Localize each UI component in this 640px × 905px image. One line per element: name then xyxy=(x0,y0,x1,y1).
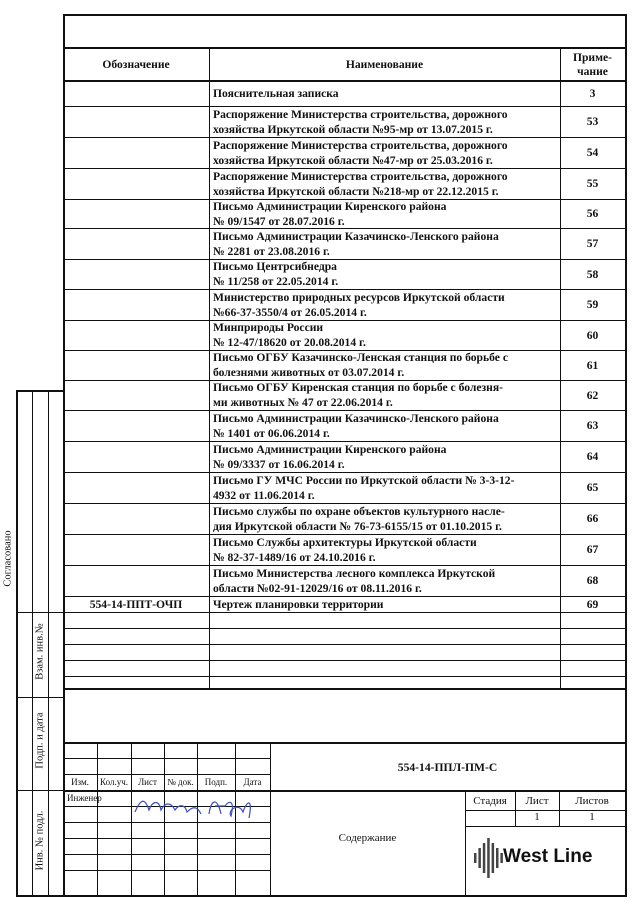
row-name: Министерство природных ресурсов Иркутской области xyxy=(213,290,505,304)
row-line xyxy=(63,320,625,321)
sheets-value: 1 xyxy=(589,811,595,823)
row-page: 59 xyxy=(586,298,599,311)
row-name: Распоряжение Министерства строительства, дорожного xyxy=(213,107,508,121)
row-name: болезнями животных от 03.07.2014 г. xyxy=(213,366,405,379)
strip-divider-2 xyxy=(48,390,49,895)
signature-date-label: Подп. и дата xyxy=(34,712,46,769)
sheets-label: Листов xyxy=(575,795,609,807)
stamp-column-label: Дата xyxy=(243,777,262,787)
row-name: № 2281 от 23.08.2016 г. xyxy=(213,244,330,258)
stamp-row-line xyxy=(63,758,270,759)
header-bottom-line xyxy=(63,80,625,82)
strip-top xyxy=(16,390,64,392)
row-page: 65 xyxy=(586,481,599,494)
stamp-row-line xyxy=(63,854,270,855)
engineer-role: Инженер xyxy=(67,793,102,803)
sheet-label: Лист xyxy=(525,795,549,807)
row-name: Пояснительная записка xyxy=(213,86,339,100)
row-page: 66 xyxy=(586,512,599,525)
row-name: ми животных № 47 от 22.06.2014 г. xyxy=(213,396,393,409)
row-name: дия Иркутской области № 76-73-6155/15 от 01.10.2015 г. xyxy=(213,519,502,533)
inventory-original-label: Инв. № подл. xyxy=(34,810,46,871)
stamp-row-line xyxy=(63,838,270,839)
row-name: № 1401 от 06.06.2014 г. xyxy=(213,426,330,440)
row-name: хозяйства Иркутской области №47-мр от 25.03.2016 г. xyxy=(213,153,493,167)
column-header-note-1: Приме- xyxy=(572,51,613,64)
stamp-column-label: Кол.уч. xyxy=(100,777,128,787)
row-page: 64 xyxy=(586,450,599,463)
column-header-designation: Обозначение xyxy=(102,58,170,71)
row-name: Письмо Центрсибнедра xyxy=(213,260,337,273)
row-page: 3 xyxy=(589,86,596,100)
row-page: 55 xyxy=(586,177,599,190)
row-name: Распоряжение Министерства строительства, дорожного xyxy=(213,138,508,152)
stamp-column-label: Подп. xyxy=(204,777,228,787)
frame-left xyxy=(63,14,65,897)
row-name: 4932 от 11.06.2014 г. xyxy=(213,488,315,502)
row-name: Письмо Министерства лесного комплекса Иркутской xyxy=(213,566,496,580)
strip-outer-left xyxy=(16,390,18,895)
row-page: 58 xyxy=(586,267,599,281)
table-bottom-line xyxy=(63,688,625,690)
row-line xyxy=(63,259,625,260)
agreed-label: Согласовано xyxy=(2,530,14,587)
empty-row-line xyxy=(63,660,625,661)
row-name: Чертеж планировки территории xyxy=(213,597,384,611)
column-divider-1 xyxy=(209,47,210,688)
row-name: №66-37-3550/4 от 26.05.2014 г. xyxy=(213,305,367,319)
row-page: 63 xyxy=(586,419,599,432)
row-name: Письмо Администрации Киренского района xyxy=(213,442,447,456)
engineer-signature xyxy=(131,792,271,827)
row-name: области №02-91-12029/16 от 08.11.2016 г. xyxy=(213,581,422,595)
row-page: 60 xyxy=(586,328,599,342)
row-page: 56 xyxy=(586,207,599,220)
row-line xyxy=(63,612,625,613)
header-top-line xyxy=(63,47,625,49)
row-name: Распоряжение Министерства строительства, дорожного xyxy=(213,169,508,183)
column-header-note-2: чание xyxy=(577,65,608,78)
row-name: Минприроды России xyxy=(213,321,324,334)
row-name: № 09/3337 от 16.06.2014 г. xyxy=(213,457,345,471)
row-page: 69 xyxy=(586,597,599,611)
strip-divider-1 xyxy=(32,390,33,895)
row-page: 53 xyxy=(586,115,599,128)
row-page: 57 xyxy=(586,237,599,250)
row-designation: 554-14-ППТ-ОЧП xyxy=(89,597,183,611)
empty-row-line xyxy=(63,676,625,677)
stamp-top xyxy=(63,742,625,744)
stamp-column-line xyxy=(97,742,98,895)
frame-right xyxy=(625,14,627,897)
frame-bottom xyxy=(63,895,625,897)
stamp-row-line xyxy=(63,870,270,871)
row-name: Письмо Администрации Казачинско-Ленского района xyxy=(213,229,499,243)
row-name: Письмо службы по охране объектов культурного насле- xyxy=(213,504,505,518)
sheet-value: 1 xyxy=(534,811,540,823)
row-name: № 82-37-1489/16 от 24.10.2016 г. xyxy=(213,550,376,564)
frame-top xyxy=(63,14,625,16)
empty-row-line xyxy=(63,628,625,629)
row-name: Письмо ГУ МЧС России по Иркутской области № 3-3-12- xyxy=(213,473,515,487)
inventory-substitute-label: Взам. инв.№ xyxy=(34,623,46,680)
row-page: 67 xyxy=(586,543,599,556)
row-name: Письмо Администрации Казачинско-Ленского района xyxy=(213,411,499,425)
row-name: № 09/1547 от 28.07.2016 г. xyxy=(213,214,345,228)
row-page: 61 xyxy=(586,358,599,372)
row-page: 54 xyxy=(586,146,599,159)
stamp-column-label: Изм. xyxy=(71,777,89,787)
row-page: 62 xyxy=(586,388,599,402)
row-name: Письмо ОГБУ Казачинско-Ленская станция по борьбе с xyxy=(213,351,508,364)
stamp-right-row xyxy=(465,826,625,827)
row-page: 68 xyxy=(586,574,599,587)
document-code: 554-14-ППЛ-ПМ-С xyxy=(397,761,498,774)
empty-row-line xyxy=(63,644,625,645)
row-name: Письмо Службы архитектуры Иркутской области xyxy=(213,535,477,549)
column-header-name: Наименование xyxy=(345,58,424,71)
row-name: № 12-47/18620 от 20.08.2014 г. xyxy=(213,336,366,349)
row-name: Письмо ОГБУ Киренская станция по борьбе с болезня- xyxy=(213,381,503,394)
row-name: Письмо Администрации Киренского района xyxy=(213,199,447,213)
row-name: хозяйства Иркутской области №218-мр от 22.12.2015 г. xyxy=(213,184,499,198)
stage-label: Стадия xyxy=(473,795,507,807)
stamp-column-label: № док. xyxy=(167,777,194,787)
stamp-column-label: Лист xyxy=(138,777,157,787)
stamp-row-line xyxy=(63,774,270,775)
row-name: № 11/258 от 22.05.2014 г. xyxy=(213,275,339,288)
company-name: West Line xyxy=(503,846,593,867)
sheet-title: Содержание xyxy=(338,832,397,844)
row-name: хозяйства Иркутской области №95-мр от 13.07.2015 г. xyxy=(213,122,493,136)
